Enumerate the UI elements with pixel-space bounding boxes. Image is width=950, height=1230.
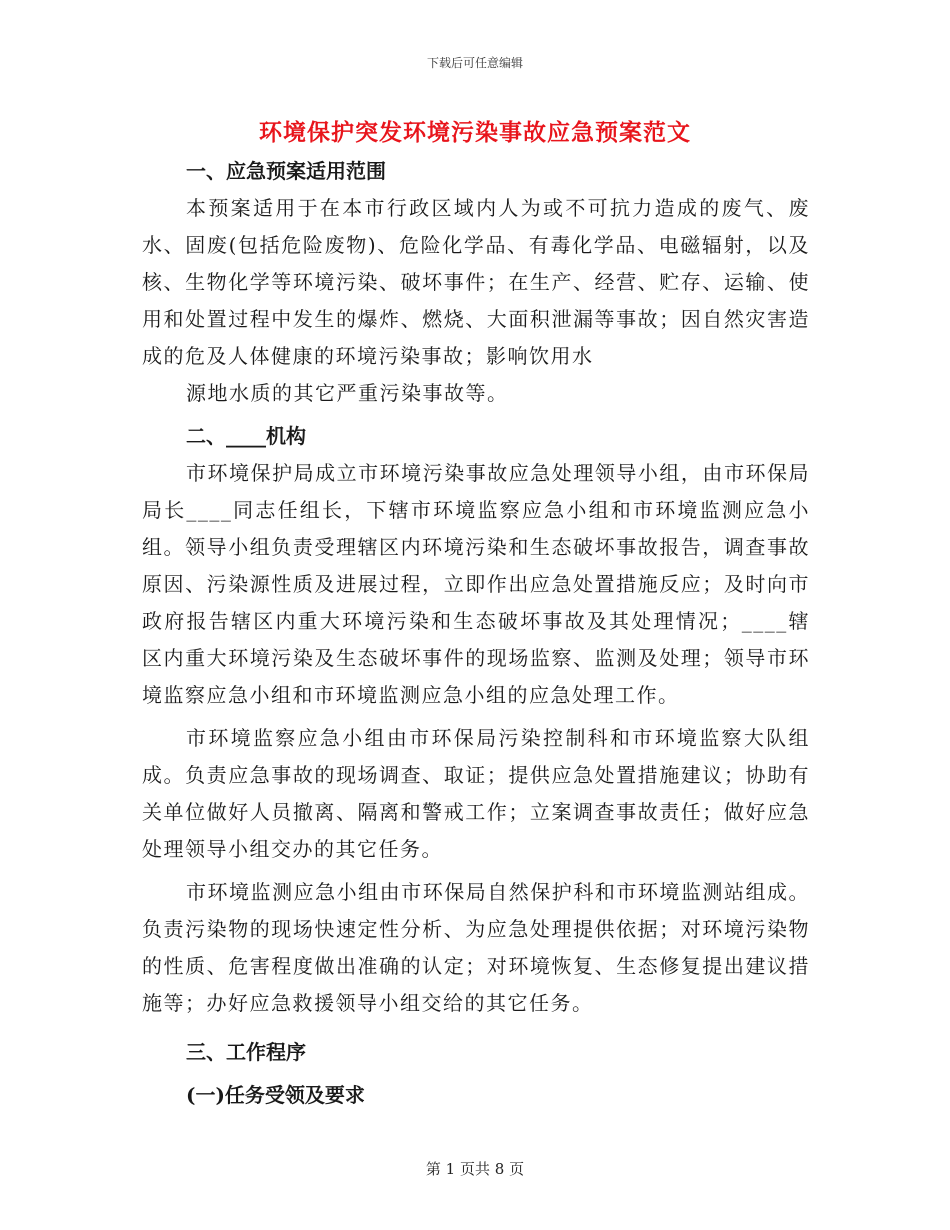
- section-heading-scope: 一、应急预案适用范围: [186, 159, 386, 183]
- paragraph-leadership-group: 市环境保护局成立市环境污染事故应急处理领导小组，由市环保局局长____同志任组长，下辖市环境监察应急小组和市环境监测应急小组。领导小组负责受理辖区内环境污染和生态破坏事故报告，调查事故原因、污染源性质及进展过程，立即作出应急处置措施反应；及时向市政府报告辖区内重大环境污染和生态破坏事故及其处理情况；____辖区内重大环境污染及生态破坏事件的现场监察、监测及处理；领导市环境监察应急小组和市环境监测应急小组的应急处理工作。: [142, 461, 810, 707]
- document-body: [142, 153, 810, 1114]
- paragraph-monitoring-team: 市环境监测应急小组由市环保局自然保护科和市环境监测站组成。负责污染物的现场快速定性分析、为应急处理提供依据；对环境污染物的性质、危害程度做出准确的认定；对环境恢复、生态修复提出建议措施等；办好应急救援领导小组交给的其它任务。: [142, 880, 810, 1015]
- paragraph-supervision-team: 市环境监察应急小组由市环保局污染控制科和市环境监察大队组成。负责应急事故的现场调查、取证；提供应急处置措施建议；协助有关单位做好人员撤离、隔离和警戒工作；立案调查事故责任；做好应急处理领导小组交办的其它任务。: [142, 726, 810, 861]
- paragraph-scope: 本预案适用于在本市行政区域内人为或不可抗力造成的废气、废水、固废(包括危险废物)、危险化学品、有毒化学品、电磁辐射，以及核、生物化学等环境污染、破坏事件；在生产、经营、贮存、运输、使用和处置过程中发生的爆炸、燃烧、大面积泄漏等事故；因自然灾害造成的危及人体健康的环境污染事故；影响饮用水: [142, 196, 810, 368]
- section-heading-procedure: 三、工作程序: [186, 1040, 306, 1064]
- section-heading-organization: 二、____机构: [186, 424, 306, 448]
- page-footer: 第 1 页共 8 页: [425, 1160, 525, 1178]
- subsection-heading-task: (一)任务受领及要求: [186, 1083, 365, 1107]
- paragraph-scope-continued: 源地水质的其它严重污染事故等。: [186, 381, 509, 405]
- document-title: 环境保护突发环境污染事故应急预案范文: [259, 119, 691, 146]
- page-header: 下载后可任意编辑: [426, 56, 523, 70]
